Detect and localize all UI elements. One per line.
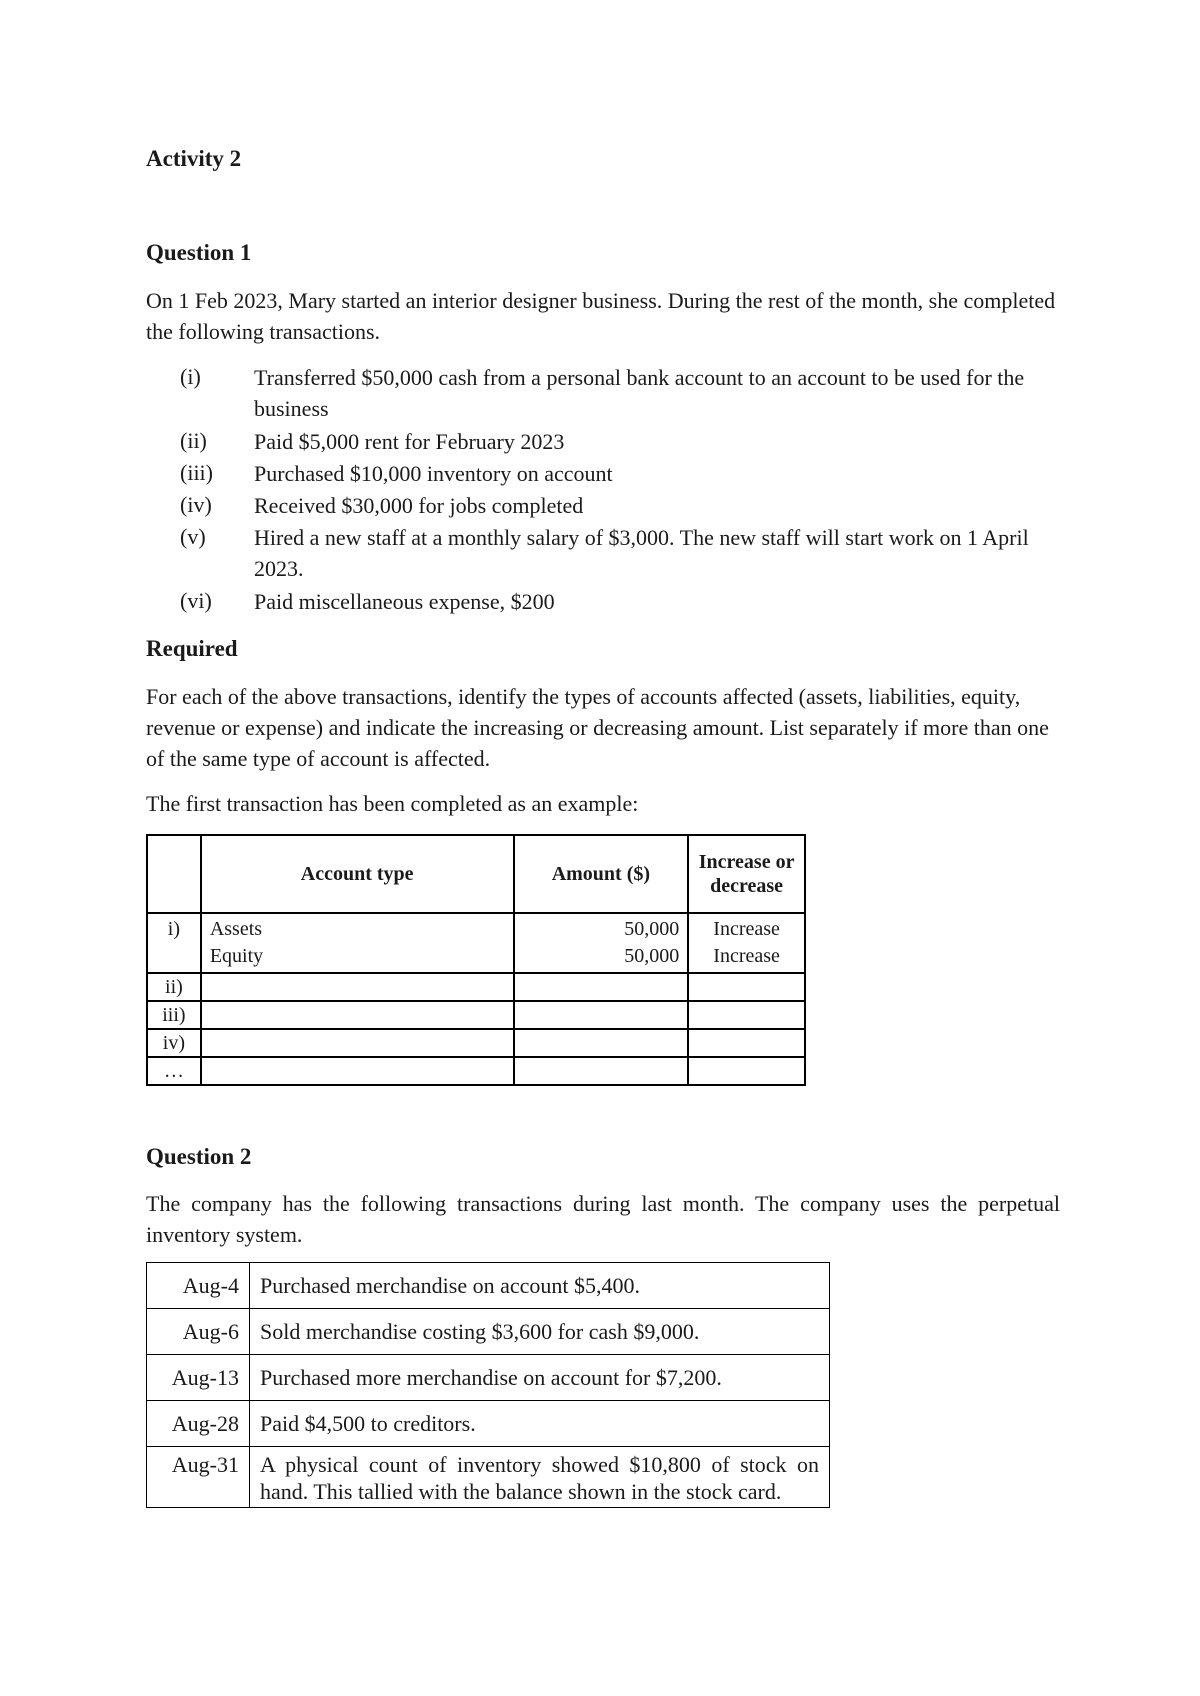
list-item-text: Transferred $50,000 cash from a personal bank account to an account to be used for the business (254, 365, 1025, 421)
list-item-number: (vi) (180, 588, 212, 613)
table-header-amount: Amount ($) (514, 835, 689, 913)
list-item-number: (iv) (180, 492, 212, 517)
date-cell: Aug-31 (147, 1447, 250, 1508)
list-item-text: Paid miscellaneous expense, $200 (254, 589, 555, 614)
required-text: For each of the above transactions, identify the types of accounts affected (assets, liabilities, equity, revenue or expense) and indicate the increasing or decreasing amount. List separately if more than one of the same type of account is affected. (146, 684, 1049, 771)
empty-cell (201, 1001, 514, 1029)
empty-cell (688, 973, 805, 1001)
amount-value: 50,000 (624, 945, 680, 967)
amount-cell (514, 913, 689, 973)
example-note: The first transaction has been completed as an example: (146, 791, 639, 816)
empty-cell (688, 1001, 805, 1029)
row-number: iv) (147, 1029, 201, 1057)
table-row (147, 1057, 805, 1085)
account-type: Equity (209, 945, 264, 967)
question1-intro: On 1 Feb 2023, Mary started an interior designer business. During the rest of the month, she completed the following transactions. (146, 288, 1056, 344)
table-header-account-type: Account type (201, 835, 514, 913)
change-value: Increase (713, 945, 780, 967)
date-cell: Aug-6 (147, 1309, 250, 1355)
table-header-blank (147, 835, 201, 913)
date-cell: Aug-4 (147, 1263, 250, 1309)
list-item-text: Purchased $10,000 inventory on account (254, 461, 613, 486)
empty-cell (688, 1057, 805, 1085)
table-header-increase-decrease: Increase or decrease (688, 835, 805, 913)
activity-title: Activity 2 (146, 146, 242, 171)
question2-intro-line1 (146, 1188, 1060, 1250)
empty-cell (514, 1057, 689, 1085)
empty-cell (201, 973, 514, 1001)
empty-cell (514, 1001, 689, 1029)
row-number: ii) (147, 973, 201, 1001)
table-row (147, 1001, 805, 1029)
empty-cell (514, 1029, 689, 1057)
description-cell: Sold merchandise costing $3,600 for cash $9,000. (250, 1309, 830, 1355)
empty-cell (688, 1029, 805, 1057)
description-cell: Purchased merchandise on account $5,400. (250, 1263, 830, 1309)
table-row (147, 973, 805, 1001)
table-header-row (147, 835, 805, 913)
empty-cell (514, 973, 689, 1001)
row-number: i) (147, 913, 201, 973)
empty-cell (201, 1057, 514, 1085)
amount-value: 50,000 (624, 918, 680, 940)
transactions-table (146, 1262, 830, 1508)
date-cell: Aug-28 (147, 1401, 250, 1447)
account-type-cell (201, 913, 514, 973)
account-type: Assets (209, 918, 263, 940)
description-cell: Paid $4,500 to creditors. (250, 1401, 830, 1447)
table-row (147, 1309, 830, 1355)
question1-title: Question 1 (146, 240, 252, 265)
change-value: Increase (713, 918, 780, 940)
date-cell: Aug-13 (147, 1355, 250, 1401)
empty-cell (201, 1029, 514, 1057)
table-row (147, 1401, 830, 1447)
description-cell: Purchased more merchandise on account for $7,200. (250, 1355, 830, 1401)
row-number: … (147, 1057, 201, 1085)
table-row (147, 913, 805, 973)
description-cell: A physical count of inventory showed $10,800 of stock on hand. This tallied with the balance shown in the stock card. (250, 1447, 830, 1508)
list-item-text: Hired a new staff at a monthly salary of $3,000. The new staff will start work on 1 April 2023. (254, 525, 1029, 581)
list-item-number: (iii) (180, 460, 213, 485)
list-item-text: Received $30,000 for jobs completed (254, 493, 584, 518)
question2-title: Question 2 (146, 1144, 252, 1169)
change-cell (688, 913, 805, 973)
table-row (147, 1355, 830, 1401)
list-item-number: (i) (180, 364, 201, 389)
table-row (147, 1263, 830, 1309)
list-item-text: Paid $5,000 rent for February 2023 (254, 429, 565, 454)
list-item-number: (v) (180, 524, 206, 549)
account-table (146, 834, 806, 1086)
list-item-number: (ii) (180, 428, 207, 453)
question2-intro: The company has the following transactions during last month. The company uses the perpetual inventory system. (146, 1191, 1060, 1247)
table-row (147, 1447, 830, 1508)
table-row (147, 1029, 805, 1057)
row-number: iii) (147, 1001, 201, 1029)
required-title: Required (146, 636, 238, 661)
